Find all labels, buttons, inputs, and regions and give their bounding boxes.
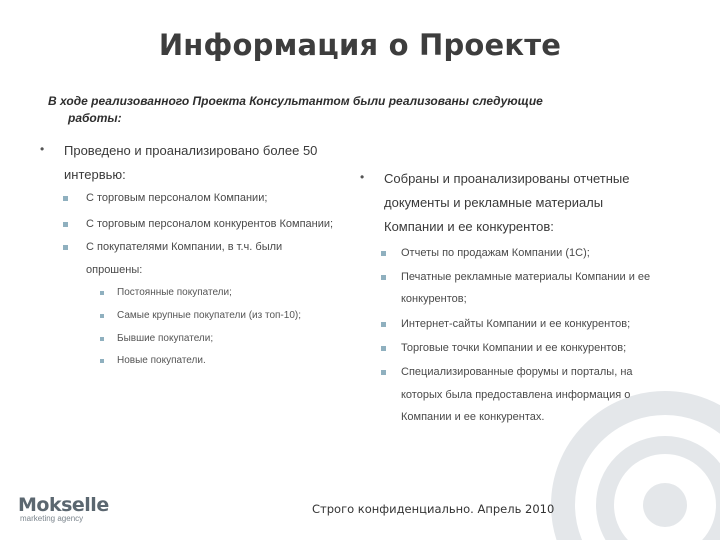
square-bullet-icon [63,222,68,227]
right-item-forums-line-2: которых была предоставлена информация о [401,389,631,401]
right-item-websites: Интернет-сайты Компании и ее конкурентов; [401,318,631,330]
customer-type-item: Самые крупные покупатели (из топ-10); [117,310,301,321]
square-bullet-icon [100,291,104,295]
customer-type-item: Бывшие покупатели; [117,333,214,344]
left-customers-line-1: С покупателями Компании, в т.ч. были [86,241,283,253]
intro-line-1: В ходе реализованного Проекта Консультантом были реализованы следующие [48,94,543,108]
left-sub-item: С торговым персоналом конкурентов Компании; [86,218,334,230]
left-sub-item: С торговым персоналом Компании; [86,192,268,204]
left-main-line-1: Проведено и проанализировано более 50 [64,143,318,158]
square-bullet-icon [381,322,386,327]
left-customers-line-2: опрошены: [86,264,143,276]
square-bullet-icon [100,337,104,341]
left-main-line-2: интервью: [64,167,126,182]
right-main-line-2: документы и рекламные материалы [384,195,604,210]
square-bullet-icon [381,251,386,256]
square-bullet-icon [63,245,68,250]
right-item-forums-line-1: Специализированные форумы и порталы, на [401,366,633,378]
right-main-line-1: Собраны и проанализированы отчетные [384,171,630,186]
square-bullet-icon [100,314,104,318]
customer-type-item: Новые покупатели. [117,355,206,366]
right-item-print-line-1: Печатные рекламные материалы Компании и ее [401,271,651,283]
intro-line-2: работы: [68,111,122,125]
right-main-line-3: Компании и ее конкурентов: [384,219,554,234]
right-item-sales: Отчеты по продажам Компании (1С); [401,247,590,259]
right-item-outlets: Торговые точки Компании и ее конкурентов; [401,342,627,354]
bullet-dot-icon: • [40,142,45,156]
company-logo-tagline: marketing agency [20,514,84,523]
square-bullet-icon [63,196,68,201]
intro-text [48,93,638,127]
customer-type-item: Постоянные покупатели; [117,287,232,298]
square-bullet-icon [381,346,386,351]
bullet-dot-icon: • [360,170,365,184]
company-logo: Mokselle [18,494,109,516]
square-bullet-icon [381,275,386,280]
confidential-note: Строго конфиденциально. Апрель 2010 [312,502,555,516]
square-bullet-icon [381,370,386,375]
right-item-print-line-2: конкурентов; [401,293,467,305]
square-bullet-icon [100,359,104,363]
slide-title: Информация о Проекте [158,28,562,62]
right-item-forums-line-3: Компании и ее конкурентах. [401,411,545,423]
